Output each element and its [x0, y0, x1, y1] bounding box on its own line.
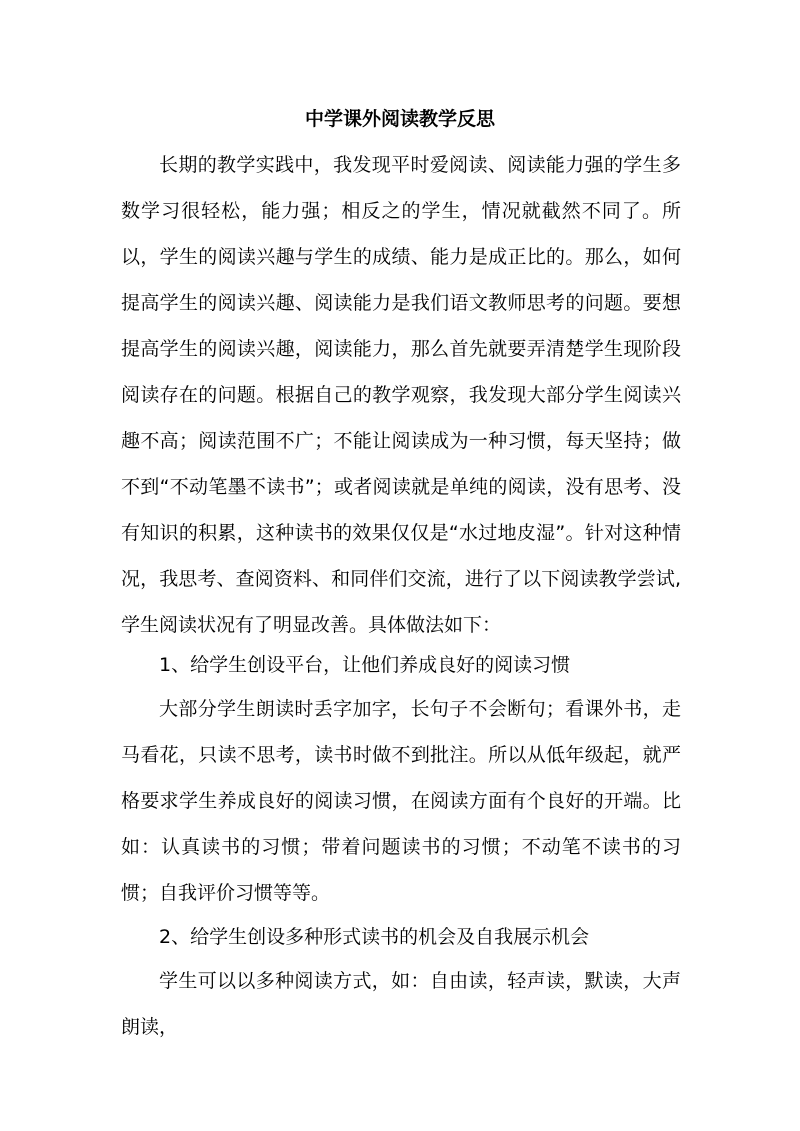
document-title: 中学课外阅读教学反思	[304, 108, 495, 130]
section-1-paragraph: 大部分学生朗读时丢字加字，长句子不会断句；看课外书，走马看花，只读不思考，读书时做不到批注。所以从低年级起，就严格要求学生养成良好的阅读习惯，在阅读方面有个良好的开端。比如：认真读书的习惯；带着问题读书的习惯；不动笔不读书的习惯；自我评价习惯等等。	[121, 698, 681, 904]
section-2-heading: 2、给学生创设多种形式读书的机会及自我展示机会	[159, 926, 590, 948]
section-2-paragraph: 学生可以以多种阅读方式，如：自由读，轻声读，默读，大声朗读，	[121, 970, 681, 1038]
intro-paragraph: 长期的教学实践中，我发现平时爱阅读、阅读能力强的学生多数学习很轻松，能力强；相反之的学生，情况就截然不同了。所以，学生的阅读兴趣与学生的成绩、能力是成正比的。那么，如何提高学生的阅读兴趣、阅读能力是我们语文教师思考的问题。要想提高学生的阅读兴趣，阅读能力，那么首先就要弄清楚学生现阶段阅读存在的问题。根据自己的教学观察，我发现大部分学生阅读兴趣不高；阅读范围不广；不能让阅读成为一种习惯，每天坚持；做不到“不动笔墨不读书”；或者阅读就是单纯的阅读，没有思考、没有知识的积累，这种读书的效果仅仅是“水过地皮湿”。针对这种情况，我思考、查阅资料、和同伴们交流，进行了以下阅读教学尝试,学生阅读状况有了明显改善。具体做法如下：	[121, 154, 681, 636]
section-1-heading: 1、给学生创设平台，让他们养成良好的阅读习惯	[159, 654, 571, 676]
